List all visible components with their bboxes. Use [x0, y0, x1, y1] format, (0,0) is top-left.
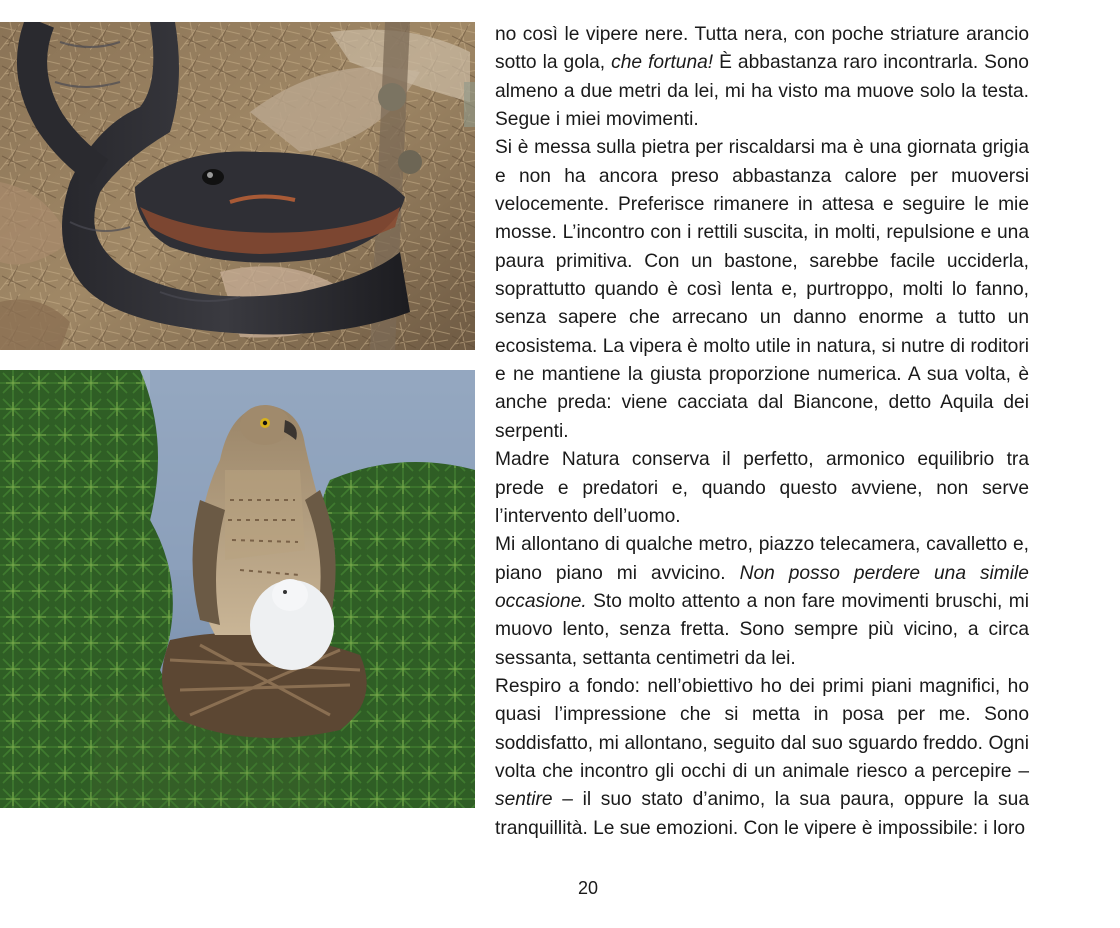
italic-text: Non posso perdere una simile occasione. [495, 562, 1029, 612]
text-segment: Sto molto attento a non fare movimenti bruschi, mi muovo lento, senza fretta. Sono sempre più vicino, a circa sessanta, settanta centimetri da lei. [495, 590, 1029, 669]
italic-text: che fortuna! [611, 52, 714, 74]
paragraph [495, 446, 1029, 531]
paragraph [495, 21, 1029, 134]
paragraph [495, 531, 1029, 673]
text-segment: Respiro a fondo: nell’obiettivo ho dei primi piani magnifici, ho quasi l’impressione che si metta in posa per me. Sono soddisfatto, mi allontano, seguito dal suo sguardo freddo. Ogni volta che incontro gli occhi di un animale riesco a percepire – [495, 675, 1029, 782]
body-text [495, 21, 1029, 843]
text-segment: Si è messa sulla pietra per riscaldarsi ma è una giornata grigia e non ha ancora preso abbastanza calore per muoversi velocemente. Preferisce rimanere in attesa e seguire le mie mosse. L’incontro con i rettili suscita, in molti, repulsione e una paura primitiva. Con un bastone, sarebbe facile ucciderla, soprattutto quando è così lenta e, purtroppo, molti lo fanno, senza sapere che arrecano un danno enorme a tutto un ecosistema. La vipera è molto utile in natura, si nutre di roditori e ne mantiene la giusta proporzione numerica. A sua volta, è anche preda: viene cacciata dal Biancone, detto Aquila dei serpenti. [495, 137, 1029, 442]
text-segment: – il suo stato d’animo, la sua paura, oppure la sua tranquillità. Le sue emozioni. Con le vipere è impossibile: i loro [495, 789, 1029, 839]
text-segment: Madre Natura conserva il perfetto, armonico equilibrio tra prede e predatori e, quando questo avviene, non serve l’intervento dell’uomo. [495, 449, 1029, 527]
viper-photo [0, 22, 475, 350]
text-segment: È abbastanza raro incontrarla. Sono almeno a due metri da lei, mi ha visto ma muove solo la testa. Segue i miei movimenti. [495, 52, 1029, 131]
page-number: 20 [577, 878, 599, 898]
paragraph [495, 673, 1029, 843]
eagle-photo [0, 370, 475, 808]
paragraph [495, 134, 1029, 446]
eagle-illustration [0, 370, 475, 808]
text-segment: Mi allontano di qualche metro, piazzo telecamera, cavalletto e, piano piano mi avvicino. [495, 534, 1029, 584]
viper-illustration [0, 22, 475, 350]
text-segment: no così le vipere nere. Tutta nera, con poche striature arancio sotto la gola, [495, 24, 1029, 74]
italic-text: sentire [495, 789, 553, 811]
